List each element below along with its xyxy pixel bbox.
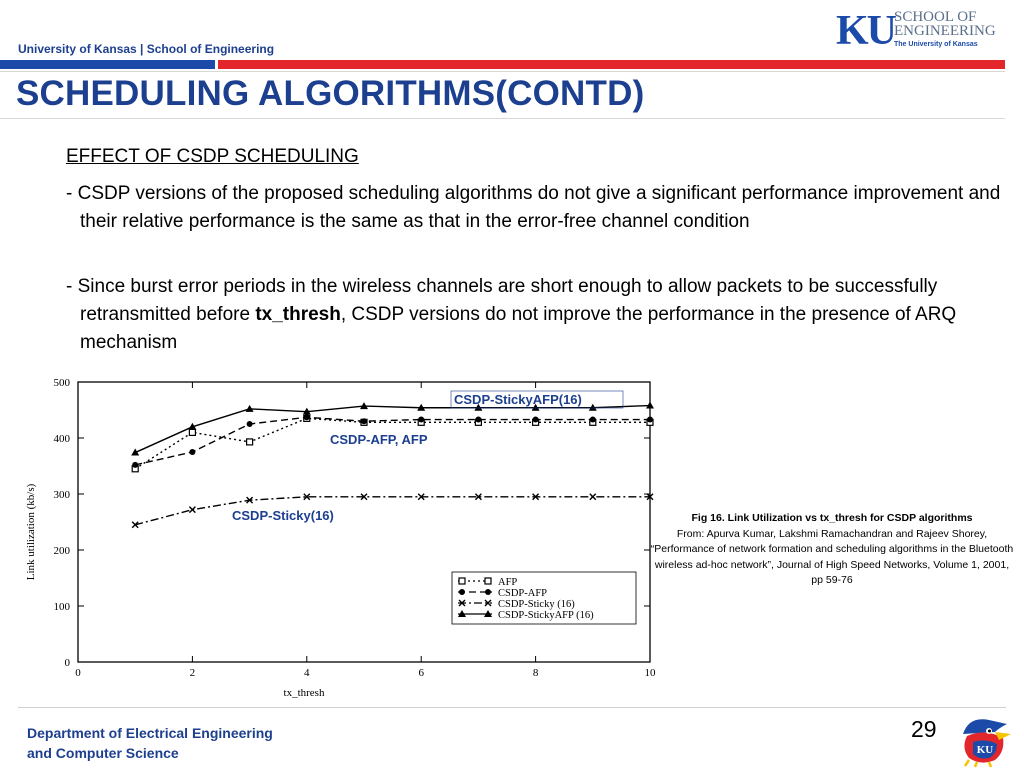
x-tick-label-4: 4 [304, 667, 310, 679]
data-point-afp-2 [189, 429, 195, 435]
footer-divider [18, 707, 1006, 708]
data-point-csdp-afp-9 [590, 417, 596, 423]
footer-department-line1: Department of Electrical Engineering [27, 725, 273, 741]
data-point-csdp-afp-5 [361, 418, 367, 424]
legend-label-afp: AFP [498, 577, 518, 588]
data-point-csdp-afp-3 [247, 421, 253, 427]
legend-label-csdp-stickyafp-16: CSDP-StickyAFP (16) [498, 610, 594, 621]
caption-title: Fig 16. Link Utilization vs tx_thresh for CSDP algorithms [691, 512, 973, 524]
header-bar-red [218, 60, 1005, 69]
data-point-csdp-afp-8 [533, 417, 539, 423]
footer-department-line2: and Computer Science [27, 745, 179, 761]
footer-department [27, 723, 273, 763]
y-tick-label-400: 400 [53, 433, 70, 445]
data-point-csdp-sticky-16-9 [590, 494, 596, 500]
figure-caption [650, 511, 1014, 589]
link-utilization-chart [18, 370, 656, 700]
series-csdp-sticky-16 [132, 494, 653, 528]
bullet-point-2 [66, 273, 1010, 357]
y-tick-label-300: 300 [53, 489, 70, 501]
data-point-csdp-afp-1 [132, 462, 138, 468]
y-axis-label: Link utilization (kb/s) [25, 483, 37, 581]
page-number: 29 [911, 716, 937, 742]
logo-ku-mark: KU [836, 8, 895, 54]
annotation-label-1: CSDP-StickyAFP(16) [454, 392, 582, 407]
title-divider [0, 118, 1005, 119]
data-point-csdp-afp-6 [418, 417, 424, 423]
y-tick-label-100: 100 [53, 601, 70, 613]
y-tick-label-0: 0 [64, 657, 70, 669]
section-heading: EFFECT OF CSDP SCHEDULING [66, 146, 359, 167]
x-tick-label-6: 6 [418, 667, 424, 679]
bullet-point-1: - CSDP versions of the proposed scheduling algorithms do not give a significant performance improvement and their relative performance is the same as that in the error-free channel condition [66, 183, 1001, 232]
jayhawk-mascot-icon [955, 712, 1015, 767]
bullet2-text-start: - Since burst error periods in the wireless channels are short enough to allow packets to be successfully retransmitted before [66, 276, 938, 325]
legend-marker-right-csdp-afp [485, 589, 491, 595]
legend-label-csdp-afp: CSDP-AFP [498, 588, 548, 599]
annotation-label-2: CSDP-AFP, AFP [330, 432, 428, 447]
bullet2-text-end: , CSDP versions do not improve the performance in the presence of ARQ mechanism [80, 304, 957, 353]
header-bar-blue [0, 60, 215, 69]
y-tick-label-500: 500 [53, 377, 70, 389]
legend-marker-left-afp [459, 578, 465, 584]
series-line-csdp-sticky-16 [135, 497, 650, 525]
x-tick-label-8: 8 [532, 667, 539, 679]
x-tick-label-10: 10 [644, 667, 656, 679]
legend-marker-left-csdp-afp [459, 589, 465, 595]
y-tick-label-200: 200 [53, 545, 70, 557]
header-divider [0, 71, 1005, 72]
data-point-csdp-afp-4 [304, 414, 310, 420]
logo-line1: SCHOOL OF [894, 9, 977, 25]
x-tick-label-2: 2 [189, 667, 196, 679]
legend-label-csdp-sticky-16: CSDP-Sticky (16) [498, 599, 575, 610]
ku-engineering-logo [836, 8, 1011, 56]
data-point-csdp-afp-2 [189, 449, 195, 455]
bullet2-bold-term: tx_thresh [255, 304, 341, 325]
logo-line2: ENGINEERING [894, 23, 996, 39]
series-csdp-stickyafp-16 [131, 402, 654, 456]
annotation-label-3: CSDP-Sticky(16) [232, 508, 334, 523]
jayhawk-badge-text: KU [976, 744, 994, 756]
data-point-csdp-afp-10 [647, 417, 653, 423]
legend-marker-right-afp [485, 578, 491, 584]
data-point-csdp-afp-7 [475, 417, 481, 423]
slide-title: SCHEDULING ALGORITHMS(CONTD) [16, 74, 645, 113]
logo-line3: The University of Kansas [894, 41, 978, 48]
caption-source: From: Apurva Kumar, Lakshmi Ramachandran and Rajeev Shorey, “Performance of network formation and scheduling algorithms in the Bluetooth wireless ad-hoc network”, Journal of High Speed Networks, Volume 1, 2001, pp 59-76 [650, 527, 1014, 586]
institution-label: University of Kansas | School of Engineering [18, 42, 275, 56]
x-tick-label-0: 0 [75, 667, 81, 679]
data-point-csdp-sticky-16-2 [189, 507, 195, 513]
x-axis-label: tx_thresh [283, 687, 325, 699]
data-point-afp-3 [247, 439, 253, 445]
